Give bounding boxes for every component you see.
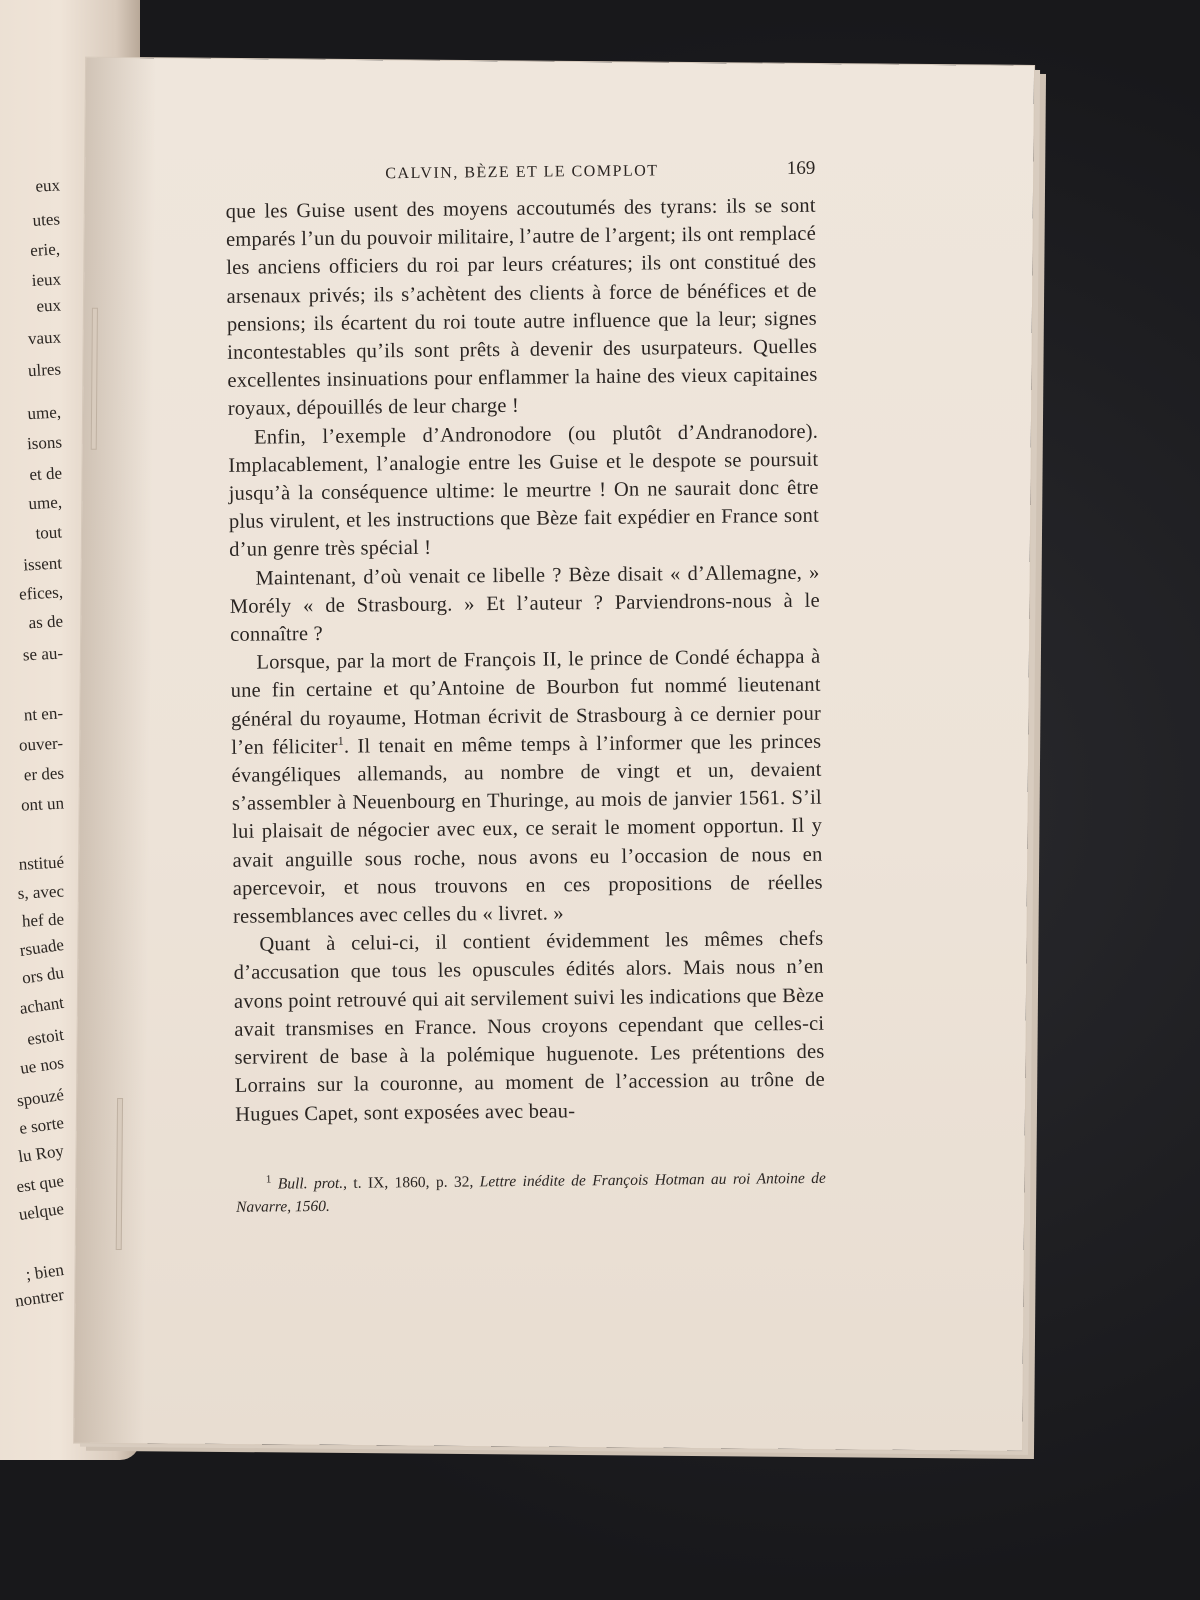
left-page-fragment: as de [27, 611, 64, 633]
left-page-fragment: ulres [27, 359, 62, 381]
left-page-fragment: eux [34, 175, 61, 196]
left-page-fragment: achant [18, 992, 66, 1018]
binding-thread [91, 308, 98, 450]
left-page-fragment: e sorte [17, 1112, 66, 1138]
paragraph: Maintenant, d’où venait ce libelle ? Bèze disait « d’Allemagne, » Morély « de Strasbourg. » Et l’auteur ? Parviendrons-nous à le connaître ? [229, 561, 820, 646]
left-page-fragment: ont un [20, 793, 65, 815]
book-page [74, 58, 1034, 1451]
left-page-fragment: ume, [27, 492, 63, 514]
left-page-fragment: nontrer [13, 1284, 66, 1311]
left-page-fragment: estoit [25, 1024, 66, 1049]
left-page-fragment: et de [28, 463, 63, 485]
left-page-fragment: est que [15, 1170, 66, 1197]
paragraph: Quant à celui-ci, il contient évidemment les mêmes chefs d’accusation que tous les opuscules édités alors. Mais nous n’en avons point retrouvé qui ait servilement suivi les indications que Bèze avait transmises en France. Nous croyons cependant que celles-ci servirent de base à la polémique huguenote. Les prétentions des Lorrains sur la couronne, au moment de l’accession au trône de Hugues Capet, sont exposées avec beau- [233, 927, 825, 1126]
footnote-ref: , t. IX, 1860, p. 32, [342, 1173, 480, 1192]
left-page-fragment: ; bien [24, 1259, 66, 1285]
paragraph: Enfin, l’exemple d’Andronodore (ou plutôt d’Andranodore). Implacablement, l’analogie entre les Guise et le despote se poursuit jusqu’à la conséquence ultime: le meurtre ! On ne saurait donc être plus virulent, et les instructions que Bèze fait expédier en France sont d’un genre très spécial ! [228, 420, 820, 562]
left-page-fragment: er des [22, 763, 65, 785]
left-page-fragment: tout [35, 522, 63, 543]
left-page-fragment: spouzé [15, 1084, 66, 1111]
left-page-fragment: nt en- [23, 703, 64, 725]
left-page-fragment: erie, [30, 239, 61, 260]
page-number: 169 [786, 157, 816, 180]
running-head [225, 158, 815, 186]
left-page-fragment: nstitué [18, 852, 65, 874]
left-page-fragment: rsuade [18, 934, 66, 960]
left-page-fragment: uelque [17, 1198, 66, 1225]
paragraph-text: Lorsque, par la mort de François II, le prince de Condé échappa à une fin certaine et qu’Antoine de Bourbon fut nommé lieutenant général du royaume, Hotman écrivit de Strasbourg à ce dernier pour l’en féliciter [230, 645, 822, 759]
left-page-fragment: hef de [21, 909, 65, 931]
page-text-block [225, 158, 826, 1219]
left-page-fragment: efices, [18, 582, 64, 604]
left-page-fragment: ume, [27, 402, 62, 424]
left-page-fragment: ieux [30, 269, 62, 290]
paragraph [230, 643, 823, 931]
paragraph-text: . Il tenait en même temps à l’informer que les princes évangéliques allemands, au nombre de vingt et un, devaient s’assembler à Neuenbourg en Thuringe, au mois de janvier 1561. S’il lui plaisait de négocier avec eux, ce serait le moment opportun. Il y avait anguille sous roche, nous avons eu l’occasion de nous en apercevoir, et nous trouvons en ces propositions de réelles ressemblances avec celles du « livret. » [231, 730, 823, 928]
left-page-fragment: lu Roy [17, 1140, 66, 1167]
left-page-fragment: utes [32, 209, 61, 230]
running-head-title: CALVIN, BÈZE ET LE COMPLOT [385, 162, 659, 183]
left-page-fragment: s, avec [17, 881, 65, 903]
left-page-fragment: ors du [20, 962, 66, 988]
left-page-fragment: ue nos [18, 1052, 66, 1078]
footnote [236, 1162, 826, 1218]
left-page-fragment: ouver- [18, 733, 64, 755]
footnote-reference: 1 [337, 733, 344, 748]
left-page-fragment: issent [23, 553, 63, 575]
footnote-mark: 1 [265, 1173, 272, 1186]
left-page-fragment: se au- [22, 643, 64, 665]
footnote-title: Lettre inédite de François Hotman au roi Antoine de Navarre, 1560. [236, 1169, 826, 1216]
left-page-fragment: isons [26, 432, 63, 454]
left-page-fragment: vaux [27, 327, 62, 349]
left-page-fragment: eux [35, 295, 62, 316]
paragraph: que les Guise usent des moyens accoutumés des tyrans: ils se sont emparés l’un du pouvoir militaire, l’autre de l’argent; ils ont remplacé les anciens officiers du roi par leurs créatures; ils ont constitué des arsenaux privés; ils s’achètent des clients à force de bénéfices et de pensions; ils écartent du roi toute autre influence que la leur; signes incontestables qu’ils sont prêts à devenir des usurpateurs. Quelles excellentes insinuations pour enflammer la haine des vieux capitaines royaux, dépouillés de leur charge ! [225, 194, 818, 421]
footnote-source: Bull. prot. [277, 1174, 344, 1193]
